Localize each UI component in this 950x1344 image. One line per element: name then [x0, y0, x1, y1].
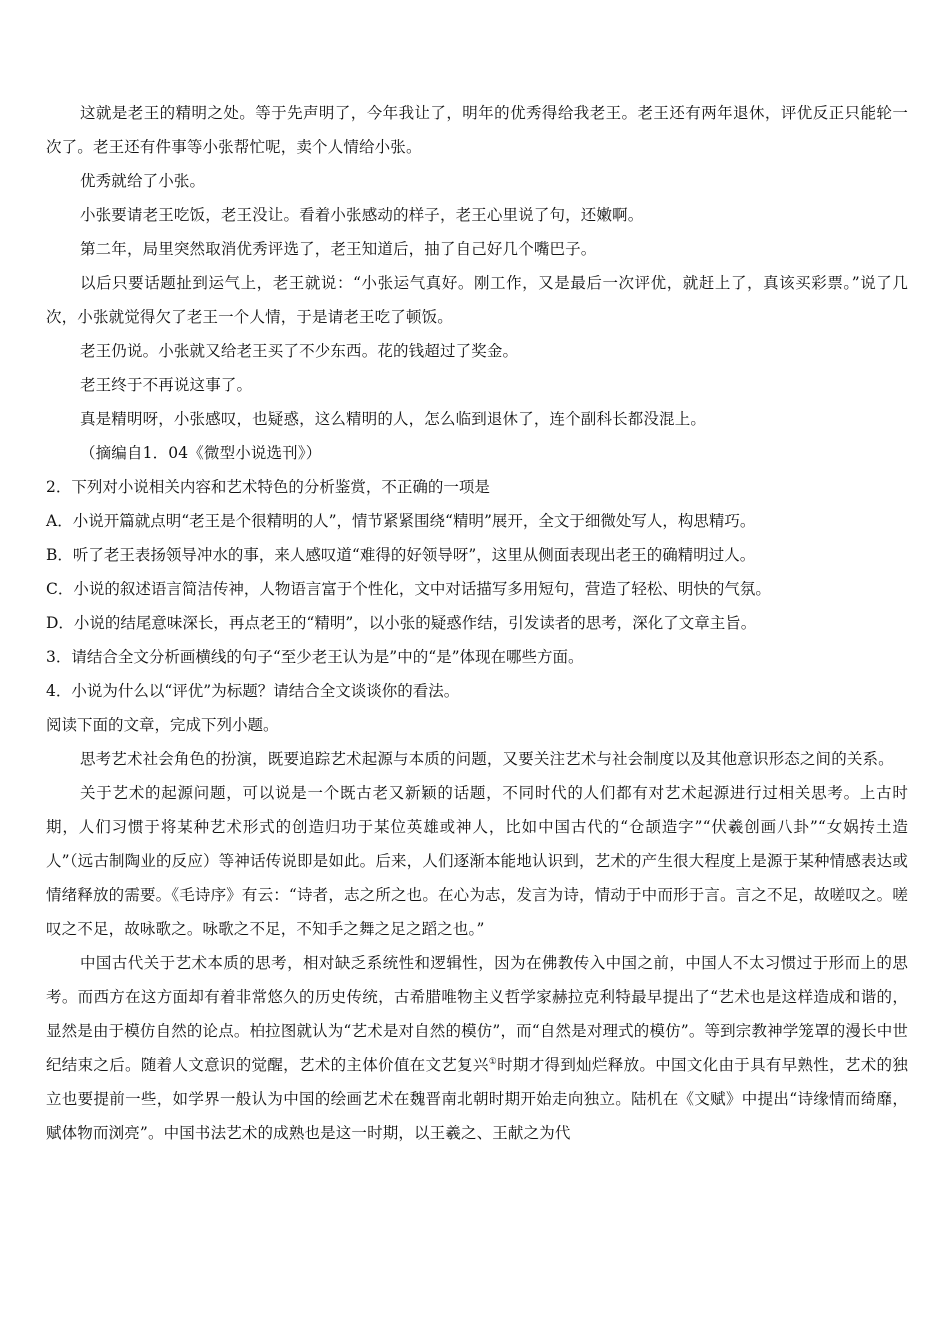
essay-paragraph-2: 关于艺术的起源问题，可以说是一个既古老又新颖的话题，不同时代的人们都有对艺术起源进行过相关思考。上古时期，人们习惯于将某种艺术形式的创造归功于某位英雄或神人，比如中国古代的“仓颉造字”“伏羲创画八卦”“女娲抟土造人”（远古制陶业的反应）等神话传说即是如此。后来，人们逐渐本能地认识到，艺术的产生很大程度上是源于某种情感表达或情绪释放的需要。《毛诗序》有云：“诗者，志之所之也。在心为志，发言为诗，情动于中而形于言。言之不足，故嗟叹之。嗟叹之不足，故咏歌之。咏歌之不足，不知手之舞之足之蹈之也。”: [46, 784, 908, 938]
story-paragraph-7: 老王终于不再说这事了。: [80, 376, 253, 394]
question-2-option-a: A．小说开篇就点明“老王是个很精明的人”，情节紧紧围绕“精明”展开，全文于细微处写人，构思精巧。: [46, 512, 756, 530]
essay-paragraph-3-text-b: 时期才得到灿烂释放。中国文化由于具有早熟性，艺术的独立也要提前一些，如学界一般认为中国的绘画艺术在魏晋南北朝时期开始走向独立。陆机在《文赋》中提出“诗缘情而绮靡，赋体物而浏亮”。中国书法艺术的成熟也是这一时期，以王羲之、王献之为代: [46, 1056, 909, 1142]
question-4: 4．小说为什么以“评优”为标题？请结合全文谈谈你的看法。: [46, 682, 460, 700]
essay-paragraph-1: 思考艺术社会角色的扮演，既要追踪艺术起源与本质的问题，又要关注艺术与社会制度以及其他意识形态之间的关系。: [80, 750, 894, 768]
source-note: （摘编自1．04《微型小说选刊》）: [80, 444, 322, 462]
reading-instruction: 阅读下面的文章，完成下列小题。: [46, 716, 279, 734]
question-3: 3．请结合全文分析画横线的句子“至少老王认为是”中的“是”体现在哪些方面。: [46, 648, 584, 666]
story-paragraph-8: 真是精明呀，小张感叹，也疑惑，这么精明的人，怎么临到退休了，连个副科长都没混上。: [80, 410, 707, 428]
story-paragraph-1: 这就是老王的精明之处。等于先声明了，今年我让了，明年的优秀得给我老王。老王还有两年退休，评优反正只能轮一次了。老王还有件事等小张帮忙呢，卖个人情给小张。: [46, 104, 908, 156]
question-2-option-b: B．听了老王表扬领导冲水的事，来人感叹道“难得的好领导呀”，这里从侧面表现出老王的确精明过人。: [46, 546, 756, 564]
story-paragraph-2: 优秀就给了小张。: [80, 172, 206, 190]
story-paragraph-6: 老王仍说。小张就又给老王买了不少东西。花的钱超过了奖金。: [80, 342, 519, 360]
story-paragraph-4: 第二年，局里突然取消优秀评选了，老王知道后，抽了自己好几个嘴巴子。: [80, 240, 597, 258]
document-page: [46, 96, 908, 1150]
story-paragraph-3: 小张要请老王吃饭，老王没让。看着小张感动的样子，老王心里说了句，还嫩啊。: [80, 206, 644, 224]
question-2-stem: 2．下列对小说相关内容和艺术特色的分析鉴赏，不正确的一项是: [46, 478, 490, 496]
story-paragraph-5: 以后只要话题扯到运气上，老王就说：“小张运气真好。刚工作，又是最后一次评优，就赶上了，真该买彩票。”说了几次，小张就觉得欠了老王一个人情，于是请老王吃了顿饭。: [46, 274, 908, 326]
essay-paragraph-3-text-a: 中国古代关于艺术本质的思考，相对缺乏系统性和逻辑性，因为在佛教传入中国之前，中国人不太习惯过于形而上的思考。而西方在这方面却有着非常悠久的历史传统，古希腊唯物主义哲学家赫拉克利特最早提出了“艺术也是这样造成和谐的，显然是由于模仿自然的论点。柏拉图就认为“艺术是对自然的模仿”，而“自然是对理式的模仿”。等到宗教神学笼罩的漫长中世纪结束之后。随着人文意识的觉醒，艺术的主体价值在文艺复兴: [46, 954, 908, 1074]
footnote-marker: ①: [488, 1056, 498, 1067]
question-2-option-c: C．小说的叙述语言简洁传神，人物语言富于个性化，文中对话描写多用短句，营造了轻松、明快的气氛。: [46, 580, 771, 598]
question-2-option-d: D．小说的结尾意味深长，再点老王的“精明”，以小张的疑惑作结，引发读者的思考，深化了文章主旨。: [46, 614, 757, 632]
essay-paragraph-3: [46, 946, 908, 1150]
